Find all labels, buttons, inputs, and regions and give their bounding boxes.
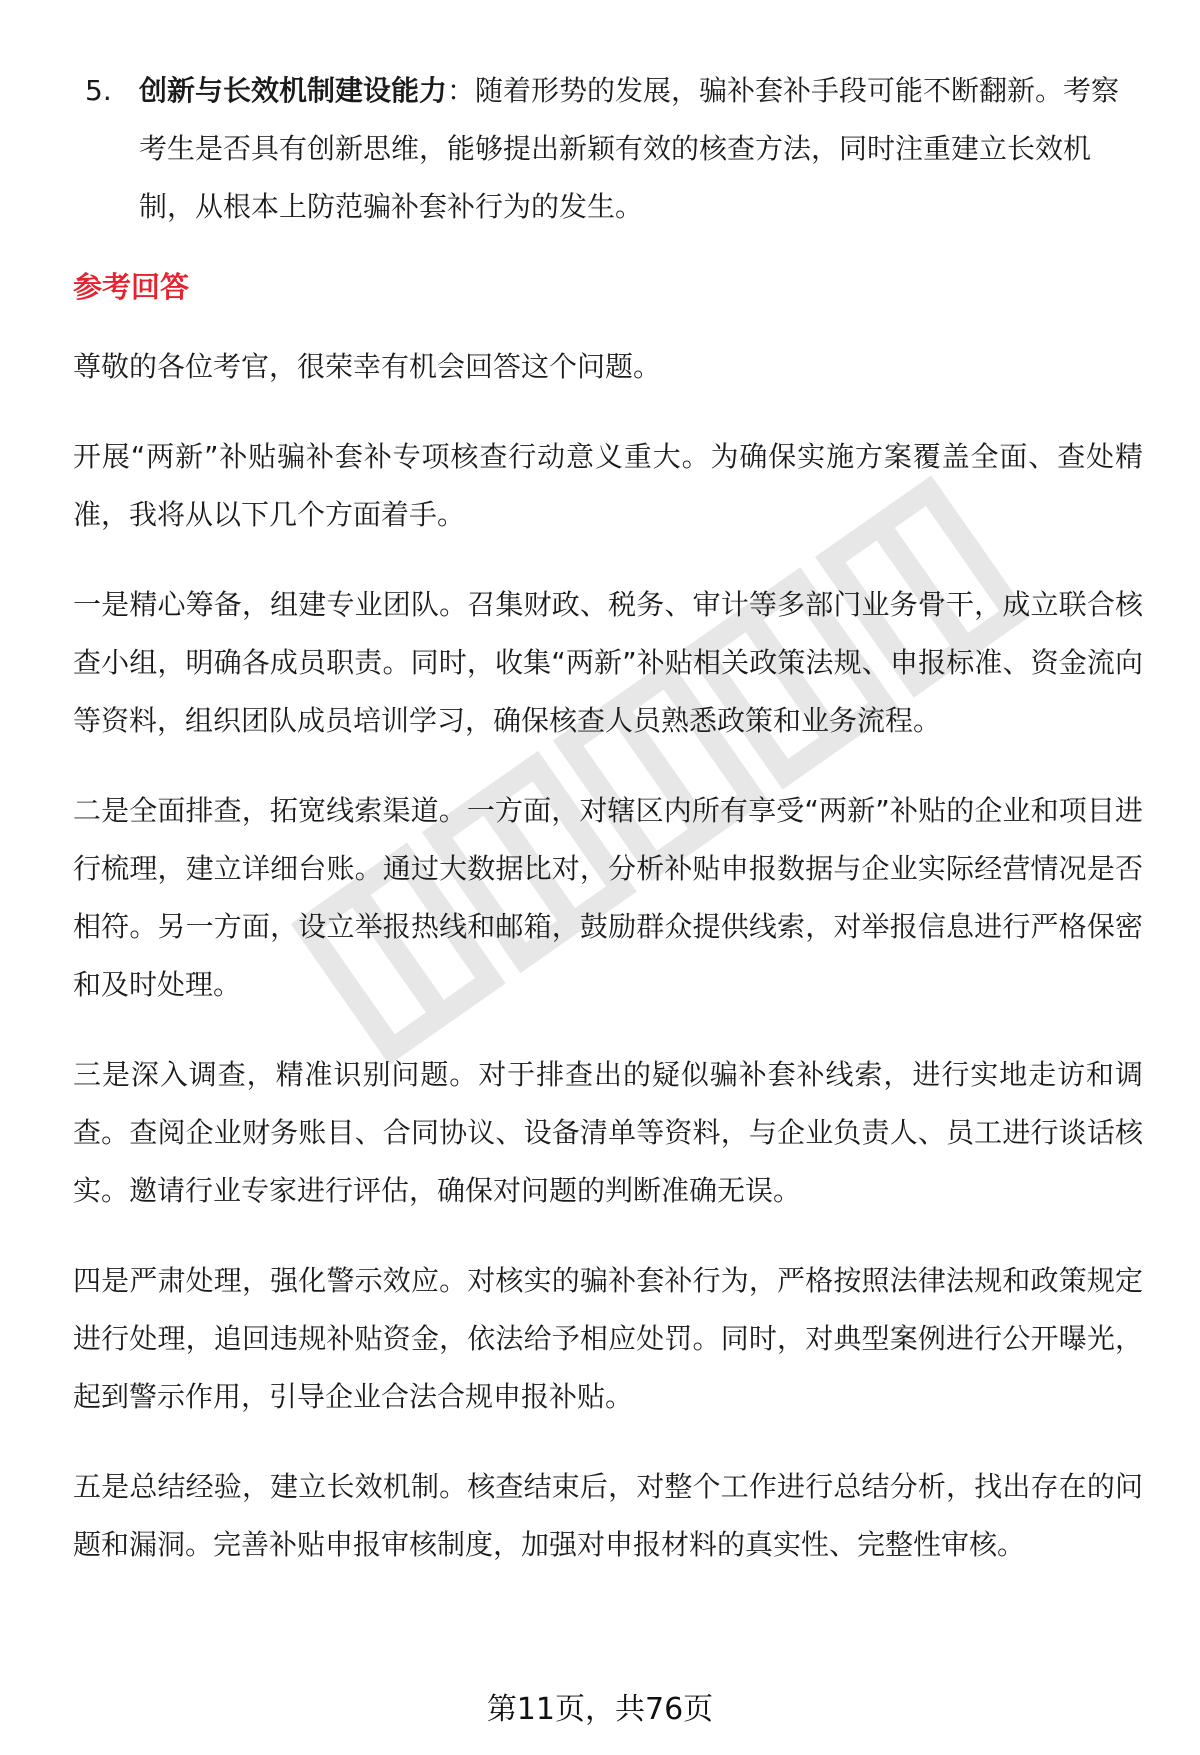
list-item-title: 创新与长效机制建设能力 xyxy=(139,74,448,107)
list-item-body xyxy=(139,62,1143,236)
paragraph-point-4: 四是严肃处理，强化警示效应。对核实的骗补套补行为，严格按照法律法规和政策规定进行处理，追回违规补贴资金，依法给予相应处罚。同时，对典型案例进行公开曝光，起到警示作用，引导企业合法合规申报补贴。 xyxy=(73,1264,1143,1413)
paragraph-point-3: 三是深入调查，精准识别问题。对于排查出的疑似骗补套补线索，进行实地走访和调查。查阅企业财务账目、合同协议、设备清单等资料，与企业负责人、员工进行谈话核实。邀请行业专家进行评估，确保对问题的判断准确无误。 xyxy=(73,1058,1143,1207)
paragraph-greeting: 尊敬的各位考官，很荣幸有机会回答这个问题。 xyxy=(73,350,662,383)
document-body xyxy=(73,62,1143,1606)
list-item-number: 5. xyxy=(85,74,112,107)
criteria-list-item xyxy=(73,62,1143,236)
paragraph-point-5: 五是总结经验，建立长效机制。核查结束后，对整个工作进行总结分析，找出存在的问题和漏洞。完善补贴申报审核制度，加强对申报材料的真实性、完整性审核。 xyxy=(73,1470,1143,1561)
answer-heading: 参考回答 xyxy=(73,270,190,304)
page-number-footer: 第11页，共76页 xyxy=(486,1692,714,1727)
paragraph-point-1: 一是精心筹备，组建专业团队。召集财政、税务、审计等多部门业务骨干，成立联合核查小组，明确各成员职责。同时，收集“两新”补贴相关政策法规、申报标准、资金流向等资料，组织团队成员培训学习，确保核查人员熟悉政策和业务流程。 xyxy=(73,588,1143,737)
list-item-text: ：随着形势的发展，骗补套补手段可能不断翻新。考察考生是否具有创新思维，能够提出新颖有效的核查方法，同时注重建立长效机制，从根本上防范骗补套补行为的发生。 xyxy=(139,74,1120,223)
paragraph-intro: 开展“两新”补贴骗补套补专项核查行动意义重大。为确保实施方案覆盖全面、查处精准，我将从以下几个方面着手。 xyxy=(73,440,1143,531)
paragraph-point-2: 二是全面排查，拓宽线索渠道。一方面，对辖区内所有享受“两新”补贴的企业和项目进行梳理，建立详细台账。通过大数据比对，分析补贴申报数据与企业实际经营情况是否相符。另一方面，设立举报热线和邮箱，鼓励群众提供线索，对举报信息进行严格保密和及时处理。 xyxy=(73,794,1143,1001)
